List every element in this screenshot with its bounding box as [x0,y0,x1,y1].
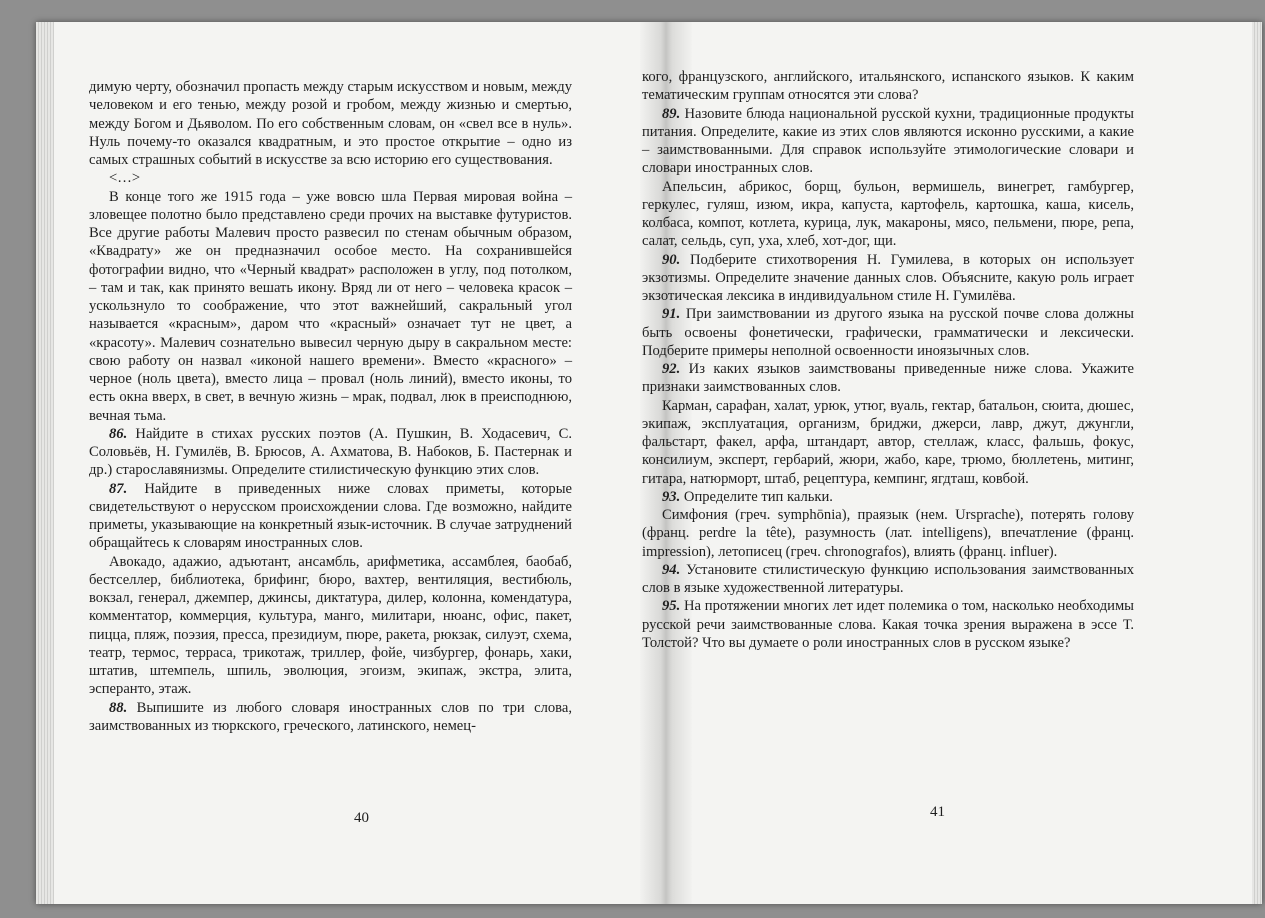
paragraph-text: Найдите в стихах русских поэтов (А. Пушкин, В. Ходасевич, С. Соловьёв, Н. Гумилёв, В. Брюсов, А. Ахматова, В. Набоков, Б. Пастернак и др.) старославянизмы. Определите стилистическую функцию этих слов. [89,425,572,479]
paragraph-text: В конце того же 1915 года – уже вовсю шла Первая мировая война – зловещее полотно было представлено среди прочих на выставке футуристов. Все другие работы Малевич просто развесил по стенам обычным образом, «Квадрату» же он предназначил особое место. На сохранившейся фотографии видно, что «Черный квадрат» расположен в углу, под потолком, – там и так, как принято вешать икону. Вряд ли от него – человека красок – ускользнуло то соображение, что этот важнейший, сакральный угол называется «красным», даром что «красный» означает тут не цвет, а «красоту». Малевич сознательно вывесил черную дыру в сакральном месте: свою работу он назвал «иконой нашего времени». Вместо «красного» – черное (ноль цвета), вместо лица – провал (ноль линий), вместо иконы, то есть окна вверх, в свет, в вечную жизнь – мрак, подвал, люк в преисподнюю, вечная тьма. [89,188,572,424]
paragraph [642,506,1134,561]
paragraph-text: Определите тип кальки. [683,488,833,505]
exercise-number: 86. [109,425,128,442]
paragraph [642,597,1134,652]
page-edges-right [1252,22,1262,904]
paragraph-text: кого, французского, английского, итальянского, испанского языков. К каким тематическим группам относятся эти слова? [642,69,1134,104]
paragraph-text: Выпишите из любого словаря иностранных слов по три слова, заимствованных из тюркского, греческого, латинского, немец- [89,699,572,734]
paragraph-text: Установите стилистическую функцию использования заимствованных слов в языке художественной литературы. [642,561,1134,596]
exercise-number: 89. [662,105,681,122]
exercise-number: 91. [662,306,681,323]
paragraph-text: <…> [109,170,141,187]
paragraph [642,397,1134,488]
paragraph [642,68,1134,105]
paragraph [642,561,1134,598]
paragraph [89,553,572,699]
paragraph-text: Карман, сарафан, халат, урюк, утюг, вуаль, гектар, батальон, сюита, дюшес, экипаж, эксплуатация, организм, бриджи, джерси, лавр, джут, джунгли, фальстарт, факел, арфа, штандарт, автор, стеллаж, класс, фальшь, фокус, консилиум, эксперт, гербарий, жюри, жабо, каре, трюмо, бюллетень, митинг, гитара, натюрморт, штаб, рецептура, кемпинг, ягдташ, ковбой. [642,397,1134,487]
right-page-text [642,68,1134,652]
paragraph-text: Симфония (греч. symphōnia), праязык (нем. Ursprache), потерять голову (франц. perdre la tête), разумность (лат. intelligens), впечатление (франц. impression), летописец (греч. chronografos), влиять (франц. influer). [642,507,1134,560]
page-number-right: 41 [930,804,945,820]
paragraph [642,105,1134,178]
paragraph-text: На протяжении многих лет идет полемика о том, насколько необходимы русской речи заимствованные слова. Какая точка зрения выражена в эссе Т. Толстой? Что вы думаете о роли иностранных слов в русском языке? [642,598,1134,651]
paragraph-text: Назовите блюда национальной русской кухни, традиционные продукты питания. Определите, какие из этих слов являются исконно русскими, а какие – заимствованными. Для справок используйте этимологические словари и словари иностранных слов. [642,105,1134,177]
paragraph [642,488,1134,506]
exercise-number: 94. [662,561,681,578]
paragraph [89,425,572,480]
left-page-text [89,78,572,735]
exercise-number: 90. [662,251,681,268]
paragraph [89,188,572,425]
paragraph-text: При заимствовании из другого языка на русской почве слова должны быть освоены фонетически, графически, грамматически и лексически. Подберите примеры неполной освоенности иноязычных слов. [642,306,1134,359]
paragraph-text: Подберите стихотворения Н. Гумилева, в которых он использует экзотизмы. Определите значение данных слов. Объясните, какую роль играет экзотическая лексика в индивидуальном стиле Н. Гумилёва. [642,251,1134,304]
page-number-left: 40 [354,810,369,826]
exercise-number: 92. [662,361,681,377]
paragraph-text: Апельсин, абрикос, борщ, бульон, вермишель, винегрет, гамбургер, геркулес, гуляш, изюм, икра, капуста, картофель, картошка, каша, кисель, колбаса, компот, котлета, курица, лук, макароны, мясо, пельмени, пюре, репа, салат, сельдь, суп, уха, хлеб, хот-дог, щи. [642,178,1134,250]
paragraph-text: димую черту, обозначил пропасть между старым искусством и новым, между человеком и его тенью, между розой и гробом, между жизнью и смертью, между Богом и Дьяволом. По его собственным словам, он «свел все в нуль». Нуль почему-то оказался квадратным, и это простое открытие – одно из самых страшных событий в искусстве за всю историю его существования. [89,79,572,168]
paragraph [642,305,1134,360]
paragraph [642,360,1134,397]
exercise-number: 87. [109,480,128,497]
paragraph [89,480,572,553]
paragraph [89,169,572,187]
exercise-number: 95. [662,598,681,615]
exercise-number: 88. [109,699,128,716]
paragraph-text: Найдите в приведенных ниже словах приметы, которые свидетельствуют о нерусском происхождении слова. Где возможно, найдите приметы, указывающие на конкретный язык-источник. В случае затруднений обращайтесь к словарям иностранных слов. [89,480,572,552]
paragraph-text: Авокадо, адажио, адъютант, ансамбль, арифметика, ассамблея, баобаб, бестселлер, библиотека, брифинг, бюро, вахтер, вентиляция, вестибюль, вокзал, генерал, джемпер, джинсы, диктатура, дилер, колонна, комендатура, комментатор, коммерция, культура, манго, милитари, нюанс, офис, пакет, пицца, пляж, поэзия, пресса, президиум, пюре, ракета, рюкзак, силуэт, схема, театр, термос, терраса, трикотаж, триллер, фойе, чизбургер, фонарь, хаки, штатив, штемпель, шпиль, эволюция, эгоизм, экипаж, экстра, элита, эсперанто, этаж. [89,553,572,698]
paragraph [89,78,572,169]
paragraph-text: Из каких языков заимствованы приведенные ниже слова. Укажите признаки заимствованных слов. [642,361,1134,396]
page-edges-left [36,22,54,904]
exercise-number: 93. [662,488,681,505]
paragraph [642,178,1134,251]
paragraph [642,251,1134,306]
paragraph [89,699,572,736]
